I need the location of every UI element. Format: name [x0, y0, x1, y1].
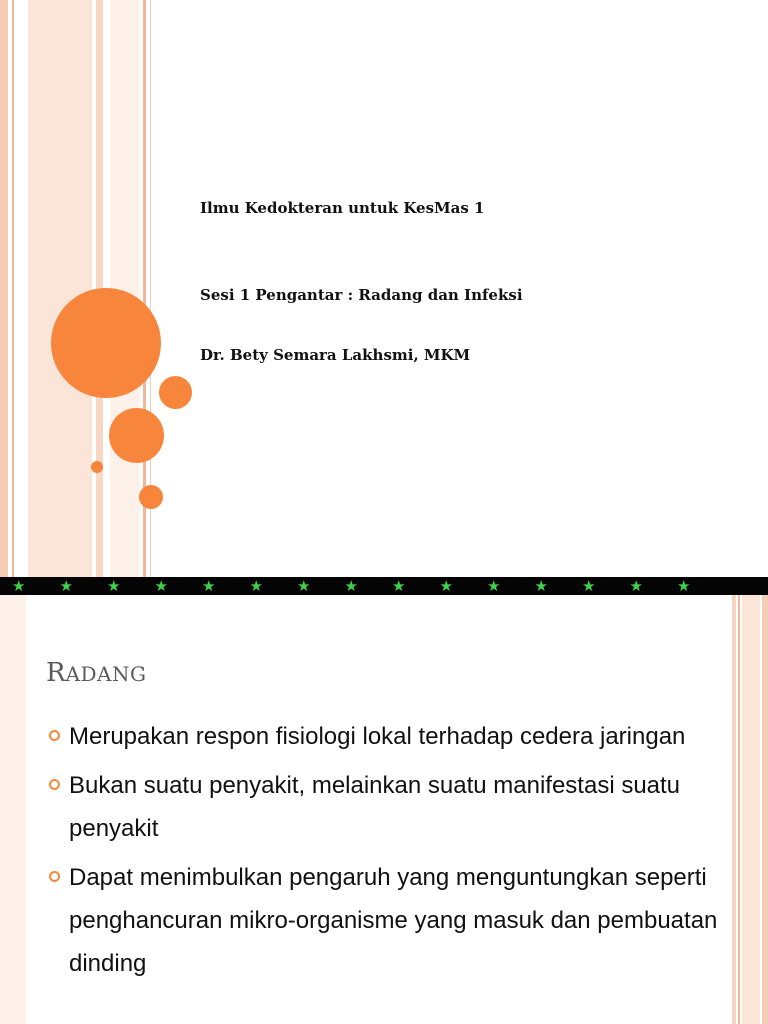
star-icon: ★ — [582, 577, 596, 595]
slide-session: Sesi 1 Pengantar : Radang dan Infeksi — [200, 286, 523, 304]
bullet-circle-icon — [49, 730, 60, 741]
decor-stripe — [0, 595, 26, 1024]
list-item — [46, 715, 726, 758]
star-icon: ★ — [439, 577, 453, 595]
decor-stripe — [742, 595, 760, 1024]
decor-circle-tiny — [91, 461, 103, 473]
star-icon: ★ — [677, 577, 691, 595]
decor-stripe — [732, 595, 736, 1024]
decor-stripe — [0, 0, 8, 577]
bullet-text: Merupakan respon fisiologi lokal terhadap cedera jaringan — [69, 723, 686, 750]
star-icon: ★ — [107, 577, 121, 595]
decor-stripe — [762, 595, 768, 1024]
bullet-text: Dapat menimbulkan pengaruh yang menguntungkan seperti penghancuran mikro-organisme yang masuk dan pembuatan dinding — [69, 864, 718, 977]
star-icon: ★ — [534, 577, 548, 595]
slide-heading — [46, 658, 146, 689]
decor-stripe — [12, 0, 14, 577]
star-icon: ★ — [629, 577, 643, 595]
decor-circle-large — [51, 288, 161, 398]
decor-circle-small — [139, 485, 163, 509]
decor-circle-medium — [109, 408, 164, 463]
decor-circle-small — [159, 376, 192, 409]
star-icon: ★ — [59, 577, 73, 595]
star-icon: ★ — [344, 577, 358, 595]
bullet-circle-icon — [49, 779, 60, 790]
heading-rest: ADANG — [65, 662, 147, 686]
star-icon: ★ — [154, 577, 168, 595]
slide-author: Dr. Bety Semara Lakhsmi, MKM — [200, 346, 471, 364]
star-icon: ★ — [392, 577, 406, 595]
list-item — [46, 856, 726, 985]
slide-separator — [0, 577, 768, 595]
content-slide — [0, 595, 768, 1024]
star-icon: ★ — [12, 577, 26, 595]
bullet-text: Bukan suatu penyakit, melainkan suatu manifestasi suatu penyakit — [69, 772, 681, 842]
star-icon: ★ — [249, 577, 263, 595]
slide-title: Ilmu Kedokteran untuk KesMas 1 — [200, 199, 485, 217]
decor-stripe — [28, 0, 92, 577]
list-item — [46, 764, 726, 850]
heading-initial: R — [46, 658, 66, 688]
star-icon: ★ — [487, 577, 501, 595]
star-icon: ★ — [202, 577, 216, 595]
bullet-circle-icon — [49, 871, 60, 882]
star-icon: ★ — [297, 577, 311, 595]
decor-stripe — [738, 595, 740, 1024]
bullet-list — [46, 715, 726, 991]
